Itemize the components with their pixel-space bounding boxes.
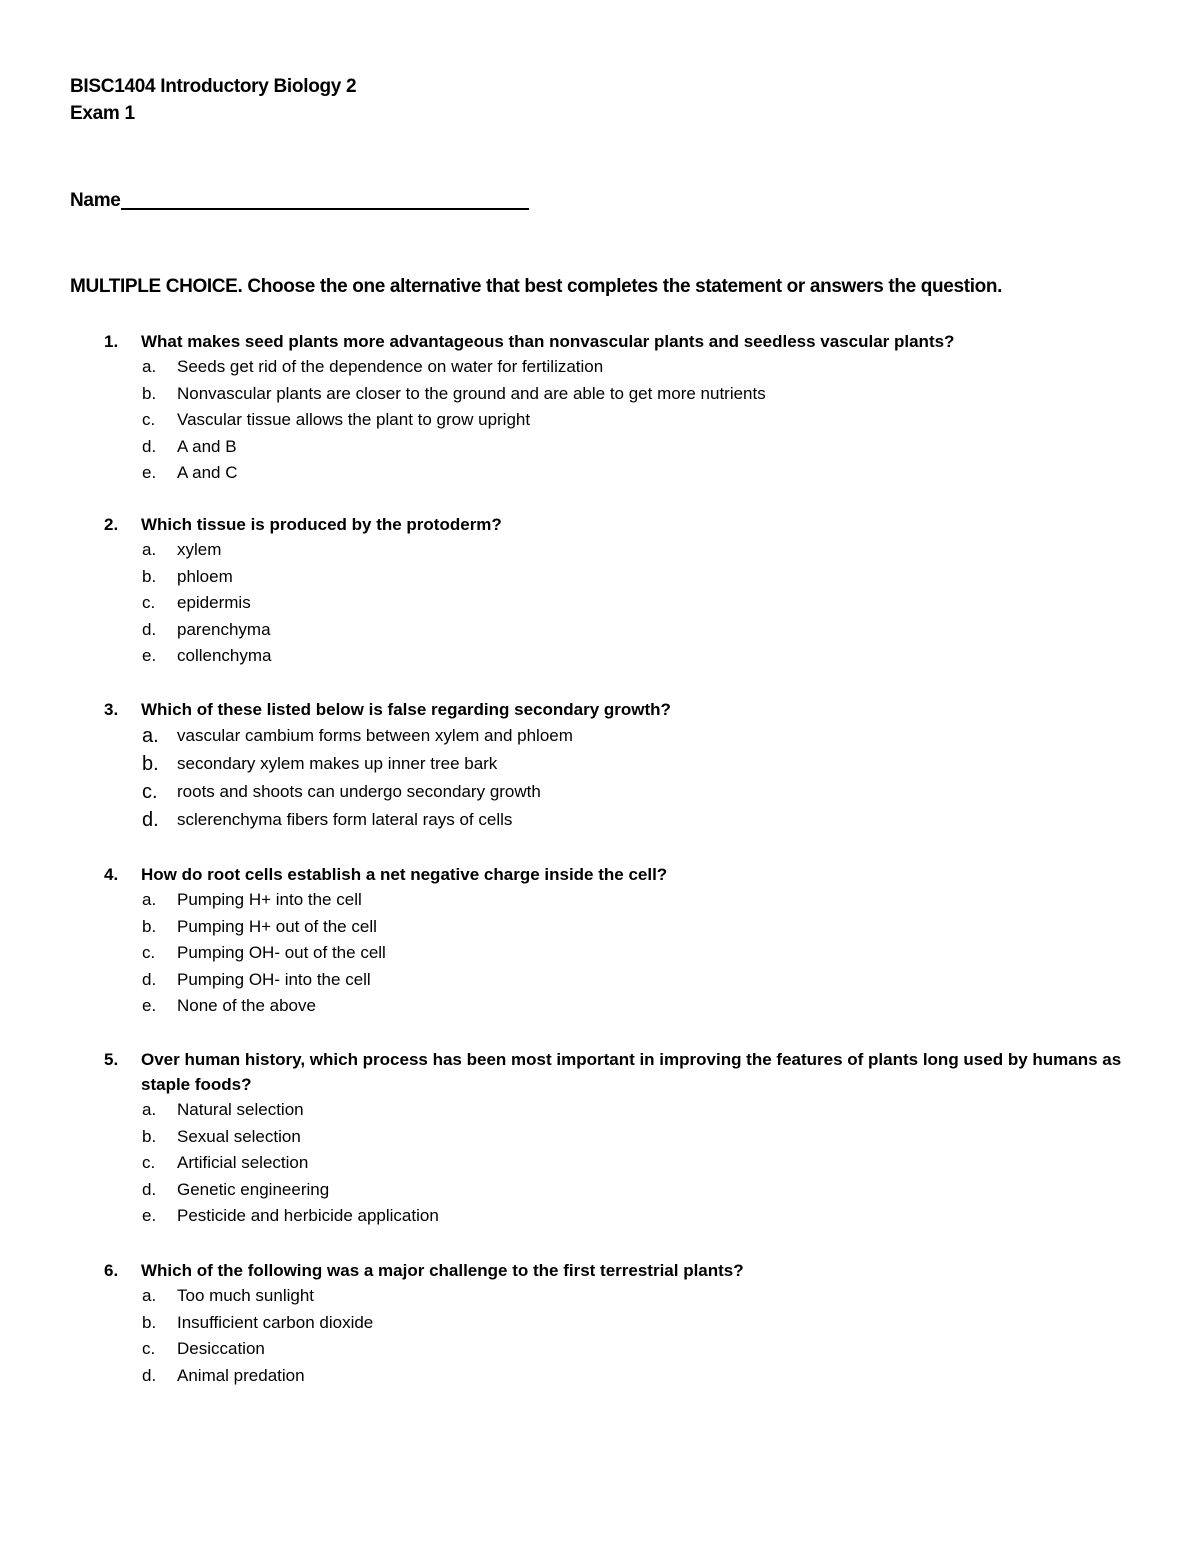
question-3 <box>104 697 1134 834</box>
option-text: secondary xylem makes up inner tree bark <box>177 754 498 773</box>
option-letter: b. <box>142 916 157 936</box>
question-text: How do root cells establish a net negative charge inside the cell? <box>141 865 668 884</box>
option-text: Natural selection <box>177 1100 304 1119</box>
option-letter: d. <box>142 809 159 831</box>
option-text: Pumping OH- out of the cell <box>177 943 386 962</box>
option-text: Vascular tissue allows the plant to grow upright <box>177 410 531 429</box>
option-letter: d. <box>142 969 157 989</box>
answer-option <box>104 887 1134 914</box>
course-title: BISC1404 Introductory Biology 2 <box>70 76 357 97</box>
question-number: 4. <box>104 865 119 884</box>
option-text: phloem <box>177 566 233 586</box>
option-text: Sexual selection <box>177 1126 301 1146</box>
option-letter: a. <box>142 890 157 909</box>
option-text: Animal predation <box>177 1365 305 1385</box>
answer-option <box>104 1283 1134 1310</box>
option-text: collenchyma <box>177 646 272 665</box>
question-2 <box>104 512 1134 670</box>
option-text: roots and shoots can undergo secondary growth <box>177 782 541 801</box>
option-letter: a. <box>142 357 157 376</box>
question-number: 2. <box>104 515 119 534</box>
option-text: Pumping OH- into the cell <box>177 969 371 989</box>
option-letter: a. <box>142 540 157 559</box>
answer-option <box>104 564 1134 591</box>
question-5 <box>104 1047 1134 1230</box>
question-number: 6. <box>104 1261 119 1280</box>
answer-option <box>104 1336 1134 1363</box>
question-stem <box>104 862 1134 887</box>
question-stem <box>104 512 1134 537</box>
question-stem <box>104 697 1134 722</box>
question-text: What makes seed plants more advantageous than nonvascular plants and seedless vascular plants? <box>141 332 955 351</box>
answer-option <box>104 993 1134 1020</box>
option-letter: d. <box>142 1179 157 1199</box>
question-4 <box>104 862 1134 1020</box>
answer-option <box>104 617 1134 644</box>
answer-option <box>104 381 1134 408</box>
option-text: A and B <box>177 436 237 456</box>
option-letter: b. <box>142 1126 157 1146</box>
option-text: Seeds get rid of the dependence on water for fertilization <box>177 357 604 376</box>
question-number: 5. <box>104 1050 119 1069</box>
option-letter: d. <box>142 1365 157 1385</box>
option-letter: a. <box>142 1100 157 1119</box>
answer-option <box>104 1363 1134 1390</box>
option-text: Too much sunlight <box>177 1286 315 1305</box>
answer-option <box>104 1310 1134 1337</box>
option-text: Artificial selection <box>177 1153 309 1172</box>
answer-option <box>104 434 1134 461</box>
option-text: sclerenchyma fibers form lateral rays of cells <box>177 810 513 829</box>
option-text: parenchyma <box>177 619 271 639</box>
question-text: Which of these listed below is false regarding secondary growth? <box>141 700 671 719</box>
answer-option <box>104 354 1134 381</box>
option-letter: b. <box>142 566 157 586</box>
name-label: Name <box>70 190 121 211</box>
option-text: Pumping H+ into the cell <box>177 890 362 909</box>
option-text: None of the above <box>177 996 316 1015</box>
question-text: Which of the following was a major challenge to the first terrestrial plants? <box>141 1261 744 1280</box>
answer-option <box>104 1177 1134 1204</box>
answer-option <box>104 806 1134 834</box>
answer-option <box>104 778 1134 806</box>
option-letter: a. <box>142 1286 157 1305</box>
answer-option <box>104 590 1134 617</box>
option-text: Pesticide and herbicide application <box>177 1206 439 1225</box>
answer-option <box>104 1203 1134 1230</box>
answer-option <box>104 1097 1134 1124</box>
name-blank-line <box>121 186 529 210</box>
answer-option <box>104 1124 1134 1151</box>
question-text: Over human history, which process has been most important in improving the features of plants long used by humans as staple foods? <box>141 1050 1122 1094</box>
question-stem <box>104 1258 1134 1283</box>
question-6 <box>104 1258 1134 1389</box>
option-letter: c. <box>142 593 156 612</box>
instructions: MULTIPLE CHOICE. Choose the one alternative that best completes the statement or answers the question. <box>70 276 1003 297</box>
option-text: Insufficient carbon dioxide <box>177 1312 374 1332</box>
option-letter: c. <box>142 1339 156 1358</box>
option-text: A and C <box>177 463 238 482</box>
answer-option <box>104 940 1134 967</box>
option-letter: e. <box>142 646 157 665</box>
name-field-row <box>70 188 529 214</box>
option-text: epidermis <box>177 593 251 612</box>
question-text: Which tissue is produced by the protoderm? <box>141 515 502 534</box>
option-letter: b. <box>142 753 159 775</box>
option-letter: d. <box>142 619 157 639</box>
answer-option <box>104 407 1134 434</box>
option-letter: c. <box>142 781 158 803</box>
answer-option <box>104 750 1134 778</box>
answer-option <box>104 537 1134 564</box>
option-letter: c. <box>142 1153 156 1172</box>
option-text: Desiccation <box>177 1339 265 1358</box>
option-letter: e. <box>142 996 157 1015</box>
question-stem <box>104 329 1134 354</box>
option-text: Pumping H+ out of the cell <box>177 916 377 936</box>
answer-option <box>104 643 1134 670</box>
option-text: vascular cambium forms between xylem and phloem <box>177 726 573 745</box>
exam-label: Exam 1 <box>70 103 135 124</box>
option-letter: c. <box>142 943 156 962</box>
option-letter: b. <box>142 383 157 403</box>
option-letter: c. <box>142 410 156 429</box>
answer-option <box>104 967 1134 994</box>
question-number: 3. <box>104 700 119 719</box>
question-stem <box>104 1047 1134 1097</box>
option-letter: e. <box>142 1206 157 1225</box>
question-1 <box>104 329 1134 487</box>
option-text: Nonvascular plants are closer to the ground and are able to get more nutrients <box>177 383 766 403</box>
answer-option <box>104 722 1134 750</box>
option-letter: d. <box>142 436 157 456</box>
answer-option <box>104 460 1134 487</box>
option-letter: a. <box>142 725 159 747</box>
option-letter: b. <box>142 1312 157 1332</box>
answer-option <box>104 1150 1134 1177</box>
answer-option <box>104 914 1134 941</box>
option-text: xylem <box>177 540 222 559</box>
option-text: Genetic engineering <box>177 1179 330 1199</box>
option-letter: e. <box>142 463 157 482</box>
question-number: 1. <box>104 332 119 351</box>
